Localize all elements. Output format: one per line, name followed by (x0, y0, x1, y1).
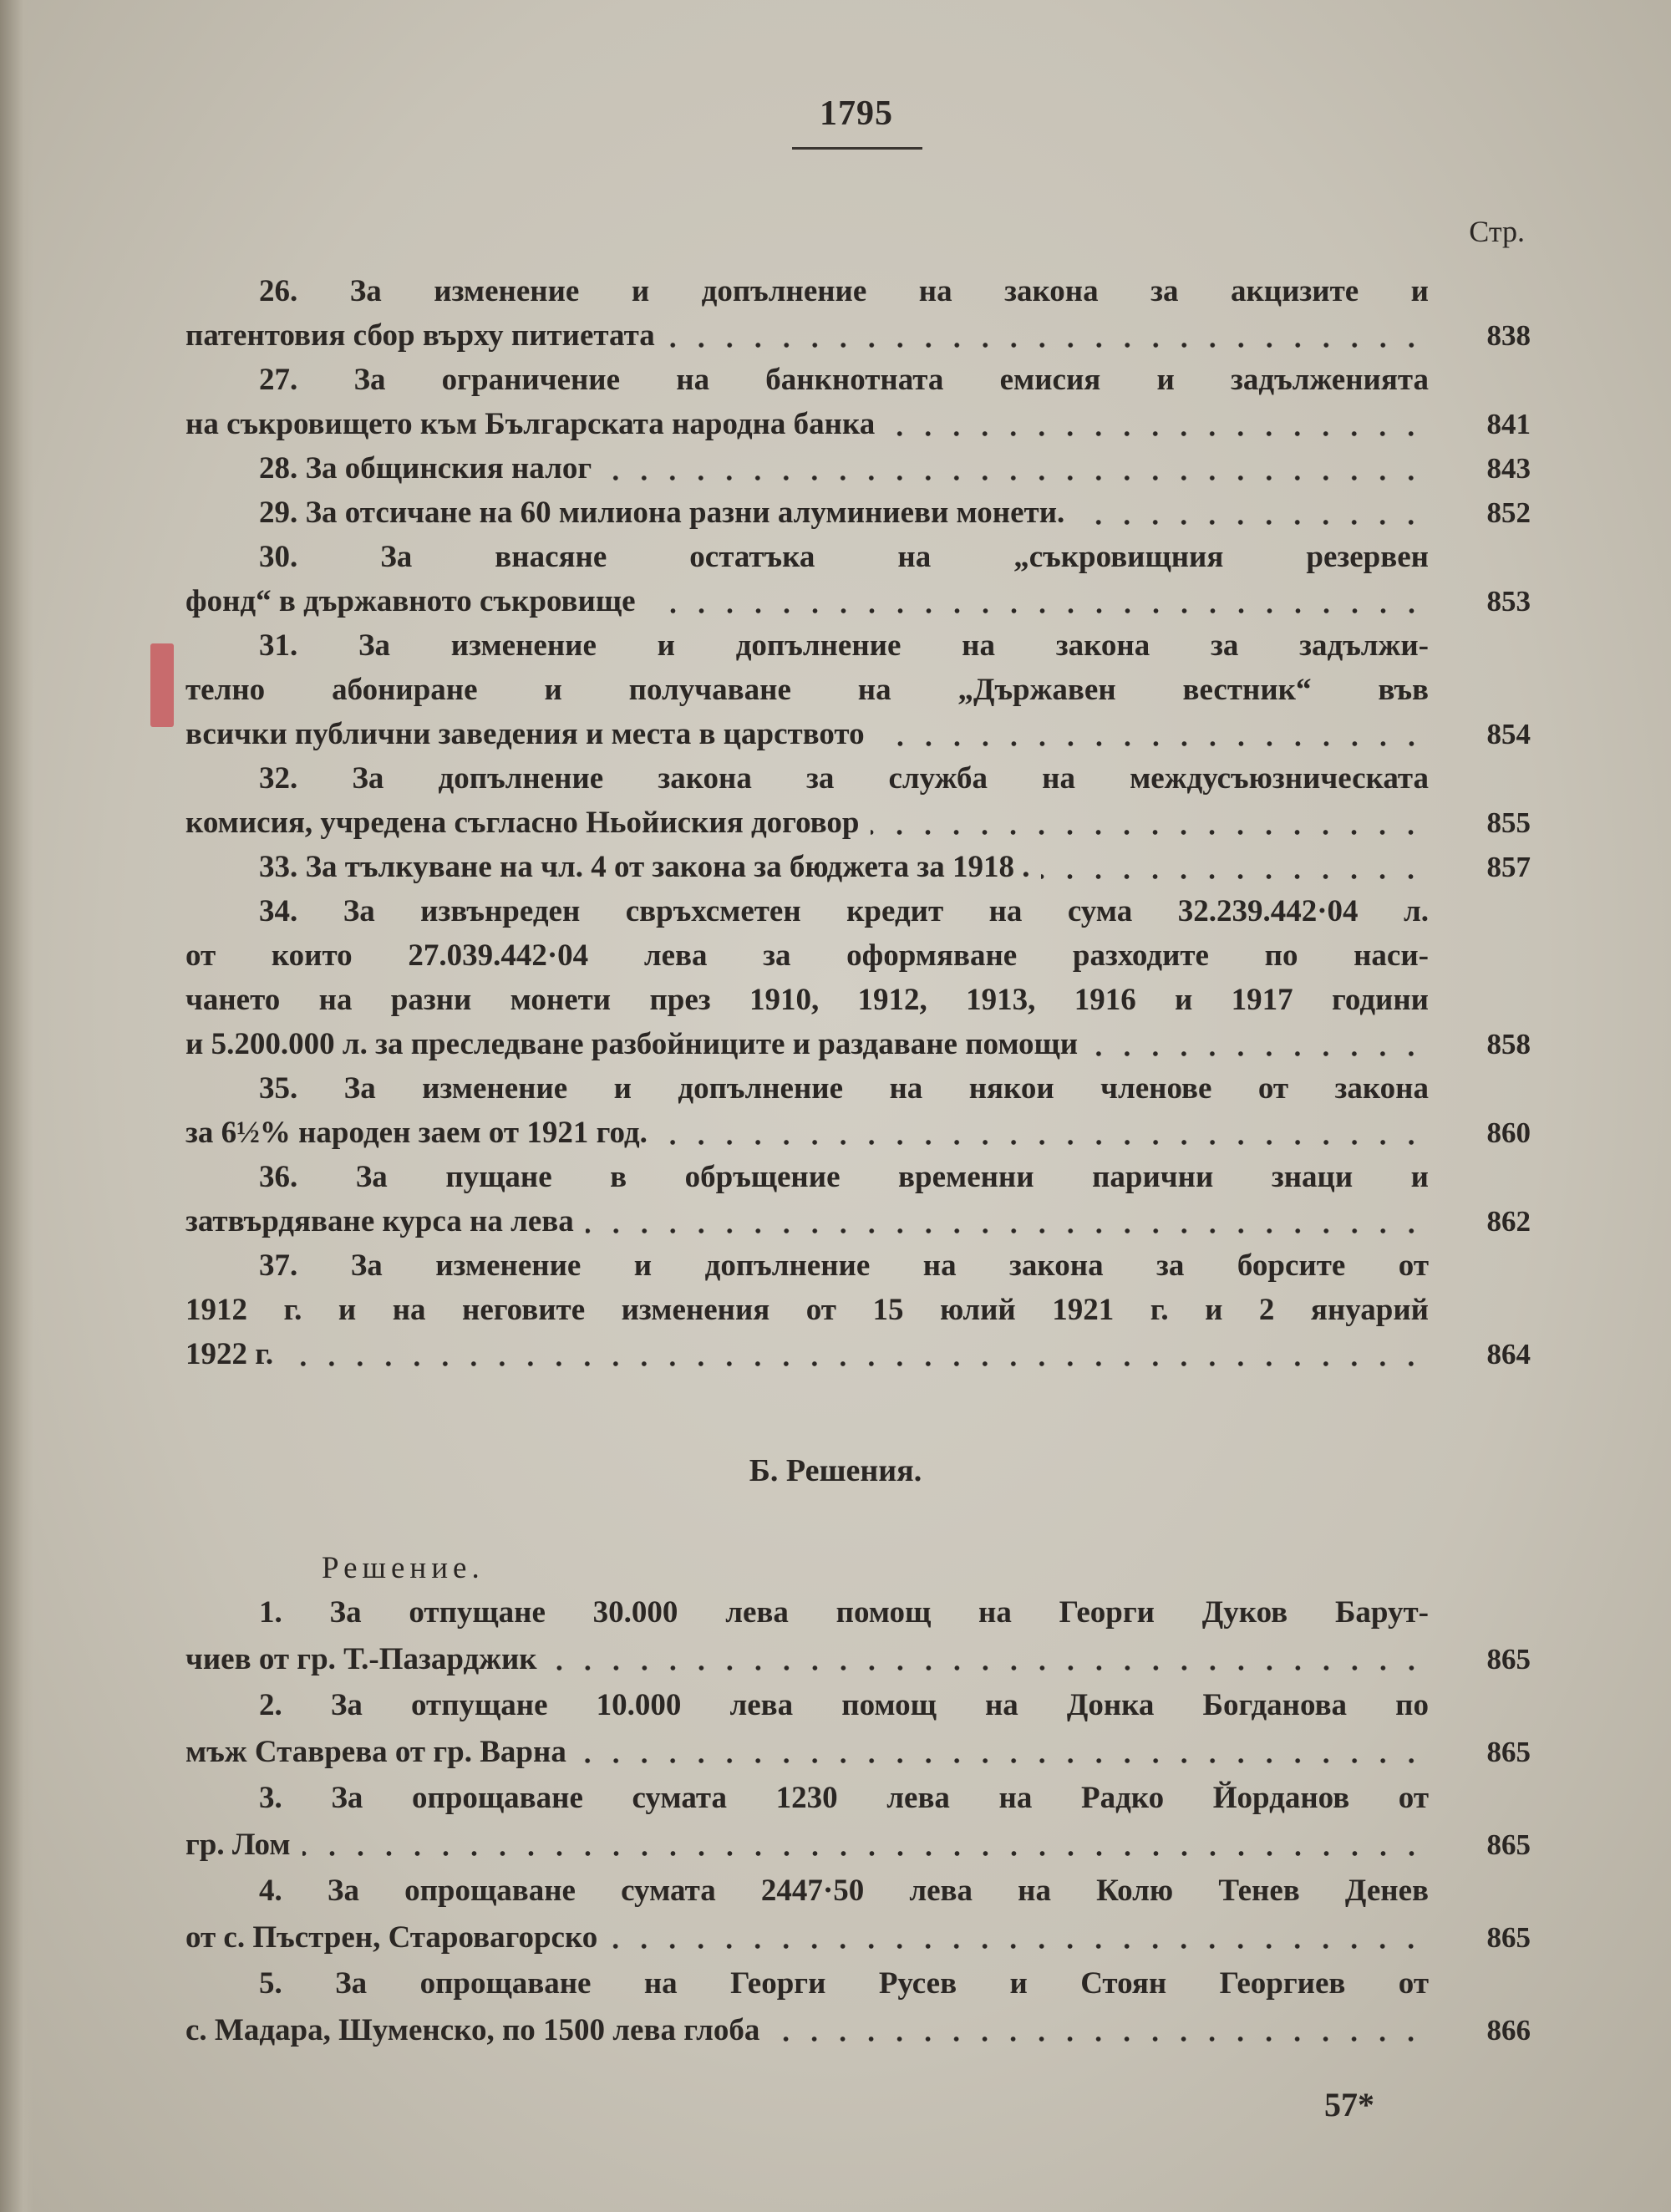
toc-line (185, 1960, 1531, 2007)
entry-text: 28. За общинския налог (259, 451, 592, 486)
entry-page-number: 864 (1486, 1338, 1531, 1370)
page-column-label: Стр. (1469, 215, 1525, 248)
subsection-title: Решение. (322, 1551, 485, 1585)
red-mark (150, 643, 174, 727)
entry-page-number: 843 (1486, 452, 1531, 485)
entry-text: 1922 г. (185, 1337, 274, 1371)
entry-page-number: 865 (1486, 1642, 1531, 1676)
laws-list (185, 269, 1531, 1376)
entry-text: комисия, учредена съгласно Ньойиския договор (185, 806, 860, 840)
toc-entry (185, 1155, 1531, 1243)
entry-text: гр. Лом (185, 1827, 291, 1862)
entry-text: 37. За изменение и допълнение на закона за борсите от (259, 1248, 1429, 1283)
dot-leader (609, 1942, 1425, 1950)
toc-line (185, 1682, 1531, 1729)
entry-page-number: 865 (1486, 1735, 1531, 1768)
dot-leader (1089, 1050, 1425, 1058)
entry-text: 1912 г. и на неговите изменения от 15 юлий 1921 г. и 2 януарий (185, 1293, 1429, 1327)
toc-line (185, 313, 1531, 358)
toc-entry (185, 889, 1531, 1066)
toc-entry (185, 1243, 1531, 1376)
toc-entry (185, 1682, 1531, 1775)
entry-text: 26. За изменение и допълнение на закона за акцизите и (259, 274, 1429, 308)
page-number: 1795 (820, 94, 893, 133)
toc-line (185, 1243, 1531, 1288)
entry-text: 29. За отсичане на 60 милиона разни алуминиеви монети. (259, 496, 1065, 530)
dot-leader (886, 430, 1425, 438)
toc-line (185, 1066, 1531, 1111)
entry-page-number: 853 (1486, 585, 1531, 618)
entry-text: патентовия сбор върху питиетата (185, 318, 655, 353)
toc-entry (185, 446, 1531, 491)
dot-leader (549, 1664, 1425, 1672)
section-title: Б. Решения. (749, 1453, 922, 1488)
toc-line (185, 1589, 1531, 1636)
entry-text: с. Мадара, Шуменско, по 1500 лева глоба (185, 2012, 760, 2047)
dot-leader (586, 1227, 1425, 1235)
dot-leader (659, 1138, 1425, 1147)
entry-text: 33. За тълкуване на чл. 4 от закона за бюджета за 1918 . (259, 850, 1030, 884)
entry-text: 27. За ограничение на банкнотната емисия и задълженията (259, 363, 1429, 397)
entry-text: мъж Ставрева от гр. Варна (185, 1734, 566, 1769)
entry-text: 36. За пущане в обръщение временни парични знаци и (259, 1160, 1429, 1194)
toc-entry (185, 1066, 1531, 1155)
dot-leader (302, 1849, 1425, 1858)
toc-line (185, 491, 1531, 535)
toc-entry (185, 269, 1531, 358)
toc-line (185, 402, 1531, 446)
dot-leader (1076, 518, 1425, 526)
dot-leader (285, 1360, 1425, 1368)
entry-text: затвърдяване курса на лева (185, 1204, 574, 1238)
entry-page-number: 838 (1486, 319, 1531, 352)
entry-text: 4. За опрощаване сумата 2447·50 лева на Колю Тенев Денев (259, 1874, 1429, 1908)
toc-entry (185, 491, 1531, 535)
entry-text: от които 27.039.442·04 лева за оформяване разходите по наси- (185, 938, 1429, 973)
entry-text: телно абониране и получаване на „Държавен вестник“ във (185, 673, 1429, 707)
toc-line (185, 1775, 1531, 1822)
toc-entry (185, 1589, 1531, 1682)
toc-entry (185, 358, 1531, 446)
entry-page-number: 865 (1486, 1920, 1531, 1954)
toc-line (185, 269, 1531, 313)
toc-line (185, 1111, 1531, 1155)
toc-line (185, 668, 1531, 712)
toc-line (185, 446, 1531, 491)
entry-text: 34. За извънреден свръхсметен кредит на сума 32.239.442·04 л. (259, 894, 1429, 928)
entry-page-number: 852 (1486, 496, 1531, 529)
page-number-underline (792, 147, 922, 150)
entry-text: 2. За отпущане 10.000 лева помощ на Донка Богданова по (259, 1688, 1429, 1722)
decisions-list (185, 1589, 1531, 2053)
entry-page-number: 862 (1486, 1205, 1531, 1238)
dot-leader (648, 607, 1426, 615)
entry-page-number: 858 (1486, 1028, 1531, 1060)
toc-line (185, 579, 1531, 623)
entry-page-number: 857 (1486, 851, 1531, 883)
toc-line (185, 933, 1531, 978)
toc-line (185, 978, 1531, 1022)
toc-line (185, 358, 1531, 402)
entry-text: от с. Пъстрен, Старовагорско (185, 1920, 598, 1955)
dot-leader (603, 474, 1425, 482)
entry-text: 32. За допълнение закона за служба на междусъюзническата (259, 761, 1429, 796)
toc-line (185, 1332, 1531, 1376)
entry-text: 30. За внасяне остатъка на „съкровищния резервен (259, 540, 1429, 574)
toc-line (185, 845, 1531, 889)
toc-line (185, 801, 1531, 845)
toc-line (185, 889, 1531, 933)
toc-entry (185, 1960, 1531, 2053)
entry-page-number: 860 (1486, 1116, 1531, 1149)
toc-line (185, 535, 1531, 579)
signature-mark: 57* (1324, 2086, 1374, 2123)
entry-text: всички публични заведения и места в царството (185, 717, 865, 751)
toc-line (185, 1915, 1531, 1961)
dot-leader (667, 341, 1425, 349)
toc-line (185, 712, 1531, 756)
entry-text: фонд“ в държавното съкровище (185, 584, 636, 618)
toc-line (185, 756, 1531, 801)
toc-line (185, 1155, 1531, 1199)
entry-text: за 6½% народен заем от 1921 год. (185, 1116, 648, 1150)
toc-entry (185, 845, 1531, 889)
entry-page-number: 854 (1486, 718, 1531, 750)
toc-line (185, 1022, 1531, 1066)
toc-line (185, 1288, 1531, 1332)
toc-entry (185, 756, 1531, 845)
entry-page-number: 855 (1486, 806, 1531, 839)
toc-line (185, 2007, 1531, 2054)
entry-page-number: 866 (1486, 2013, 1531, 2047)
toc-line (185, 1868, 1531, 1915)
dot-leader (1041, 872, 1425, 881)
entry-text: 5. За опрощаване на Георги Русев и Стоян Георгиев от (259, 1966, 1429, 2001)
entry-page-number: 841 (1486, 408, 1531, 440)
toc-entry (185, 535, 1531, 623)
toc-entry (185, 1775, 1531, 1868)
dot-leader (871, 828, 1425, 836)
entry-text: чането на разни монети през 1910, 1912, 1913, 1916 и 1917 години (185, 983, 1429, 1017)
entry-text: 3. За опрощаване сумата 1230 лева на Радко Йорданов от (259, 1781, 1429, 1815)
entry-text: 31. За изменение и допълнение на закона за задължи- (259, 628, 1429, 663)
entry-text: чиев от гр. Т.-Пазарджик (185, 1641, 537, 1676)
toc-entry (185, 623, 1531, 756)
toc-line (185, 1822, 1531, 1869)
entry-text: 1. За отпущане 30.000 лева помощ на Георги Дуков Барут- (259, 1595, 1429, 1630)
toc-line (185, 1729, 1531, 1776)
dot-leader (771, 2035, 1425, 2043)
dot-leader (876, 740, 1425, 748)
toc-line (185, 1199, 1531, 1243)
entry-page-number: 865 (1486, 1828, 1531, 1861)
toc-line (185, 1636, 1531, 1683)
dot-leader (578, 1757, 1425, 1765)
toc-entry (185, 1868, 1531, 1960)
entry-text: и 5.200.000 л. за преследване разбойниците и раздаване помощи (185, 1027, 1079, 1061)
page-edge (0, 0, 33, 2212)
entry-text: на съкровището към Българската народна банка (185, 407, 876, 441)
entry-text: 35. За изменение и допълнение на някои членове от закона (259, 1071, 1429, 1106)
toc-line (185, 623, 1531, 668)
